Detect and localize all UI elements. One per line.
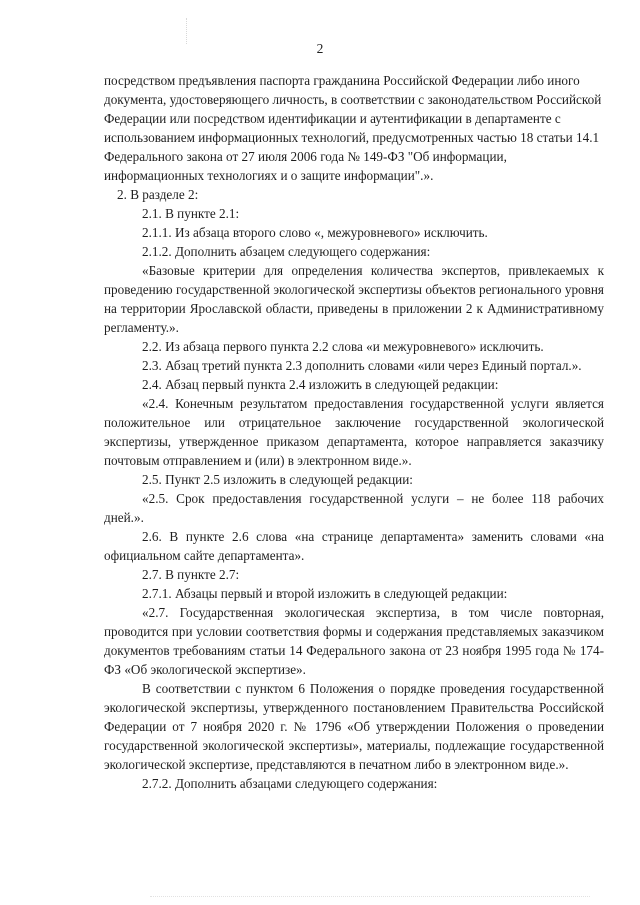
paragraph: «2.5. Срок предоставления государственной услуги – не более 118 рабочих дней.». xyxy=(104,491,604,525)
page-number: 2 xyxy=(316,41,324,56)
paragraph: 2.7.2. Дополнить абзацами следующего содержания: xyxy=(142,776,438,791)
paragraph: 2.1. В пункте 2.1: xyxy=(142,206,240,221)
paragraph: 2.7. В пункте 2.7: xyxy=(142,567,240,582)
paragraph: «2.7. Государственная экологическая экспертиза, в том числе повторная, проводится при условии соответствия формы и содержания представляемых заказчиком документов требованиям статьи 14 Федерального закона от 23 ноября 1995 года № 174-ФЗ «Об экологической экспертизе». xyxy=(104,605,604,677)
paragraph: посредством предъявления паспорта гражданина Российской Федерации либо иного документа, удостоверяющего личность, в соответствии с законодательством Российской Федерации или посредством идентификации и аутентификации в департаменте с использованием информационных технологий, предусмотренных частью 18 статьи 14.1 Федерального закона от 27 июля 2006 года № 149-ФЗ "Об информации, информационных технологиях и о защите информации".». xyxy=(104,73,602,183)
paragraph: 2.5. Пункт 2.5 изложить в следующей редакции: xyxy=(142,472,413,487)
scan-artifact-bottom xyxy=(150,896,590,900)
paragraph: 2.7.1. Абзацы первый и второй изложить в следующей редакции: xyxy=(142,586,508,601)
paragraph: 2.1.1. Из абзаца второго слово «, межуровневого» исключить. xyxy=(142,225,488,240)
paragraph: «Базовые критерии для определения количества экспертов, привлекаемых к проведению государственной экологической экспертизы объектов регионального уровня на территории Ярославской области, приведены в приложении 2 к Административному регламенту.». xyxy=(104,263,604,335)
paragraph: В соответствии с пунктом 6 Положения о порядке проведения государственной экологической экспертизы, утвержденного постановлением Правительства Российской Федерации от 7 ноября 2020 г. № 1796 «Об утверждении Положения о проведении государственной экологической экспертизы», материалы, подлежащие государственной экологической экспертизе, представляются в печатном либо в электронном виде.». xyxy=(104,681,604,772)
paragraph: 2. В разделе 2: xyxy=(117,187,199,202)
paragraph: 2.2. Из абзаца первого пункта 2.2 слова «и межуровневого» исключить. xyxy=(142,339,544,354)
paragraph: 2.6. В пункте 2.6 слова «на странице департамента» заменить словами «на официальном сайте департамента». xyxy=(104,529,604,563)
paragraph: 2.1.2. Дополнить абзацем следующего содержания: xyxy=(142,244,431,259)
paragraph: 2.3. Абзац третий пункта 2.3 дополнить словами «или через Единый портал.». xyxy=(142,358,582,373)
paragraph: «2.4. Конечным результатом предоставления государственной услуги является положительное или отрицательное заключение государственной экологической экспертизы, утвержденное приказом департамента, которое направляется заказчику почтовым отправлением и (или) в электронном виде.». xyxy=(104,396,604,468)
document-body xyxy=(104,71,604,793)
paragraph: 2.4. Абзац первый пункта 2.4 изложить в следующей редакции: xyxy=(142,377,499,392)
